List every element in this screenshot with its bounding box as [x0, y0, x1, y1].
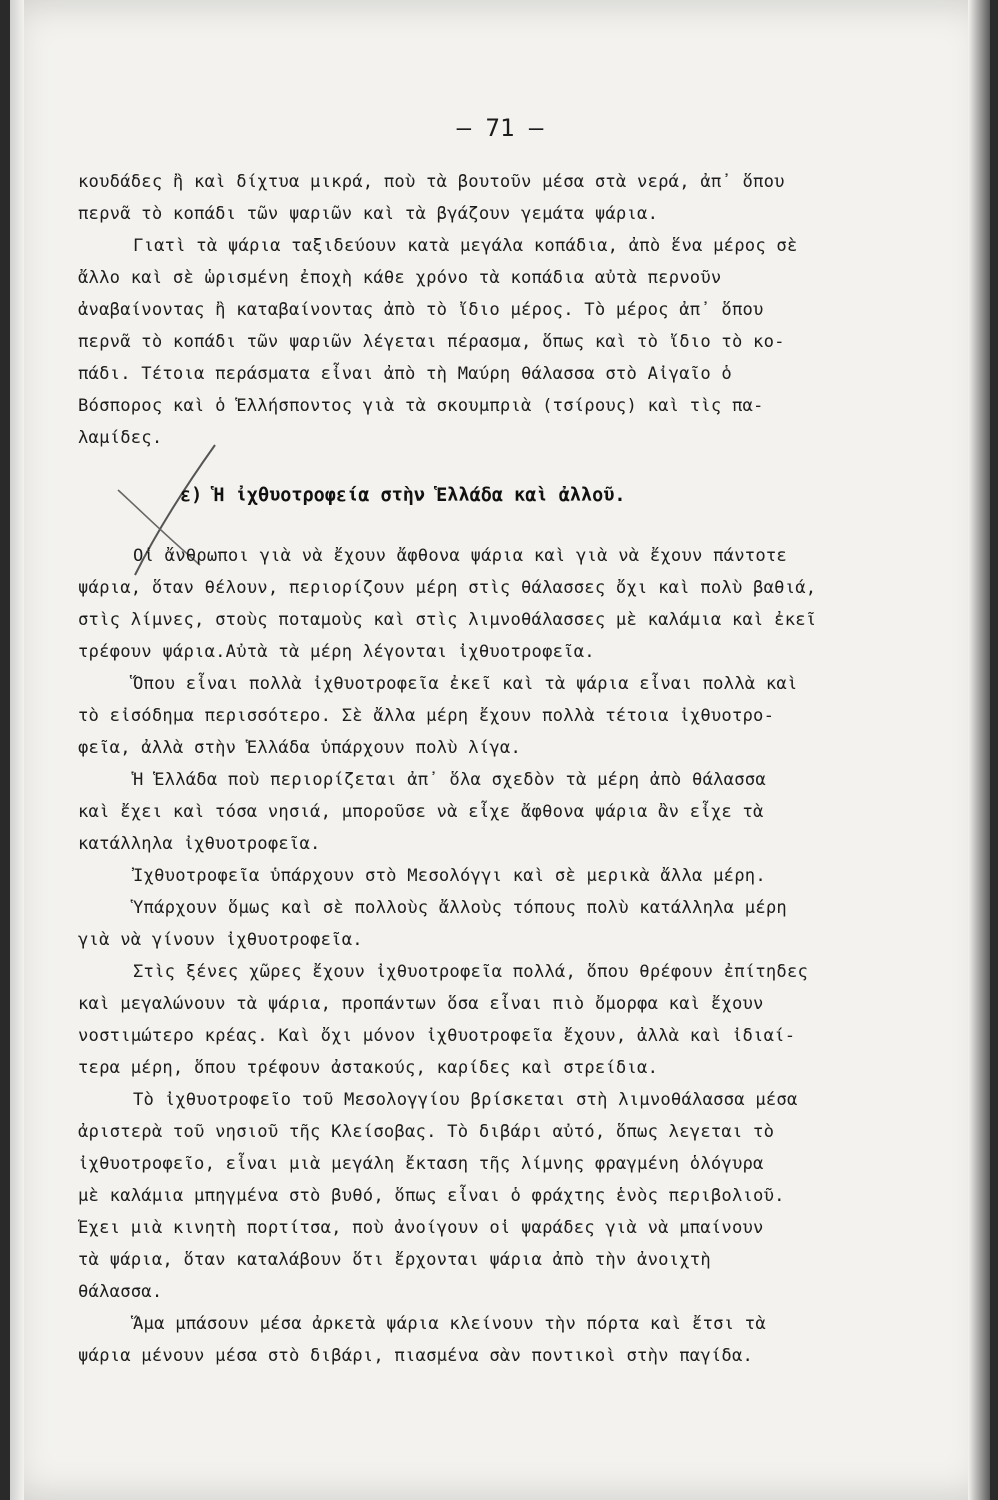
body-line-11: Ἰχθυοτροφεῖα ὑπάρχουν στὸ Μεσολόγγι καὶ σὲ μερικὰ ἄλλα μέρη. [133, 866, 766, 886]
body-line-14: Στὶς ξένες χῶρες ἔχουν ἰχθυοτροφεῖα πολλά, ὅπου θρέφουν ἐπίτηδες [133, 962, 809, 982]
body-line-12: Ὑπάρχουν ὅμως καὶ σὲ πολλοὺς ἄλλοὺς τόπους πολὺ κατάλληλα μέρη [133, 898, 787, 918]
body-line-9: καὶ ἔχει καὶ τόσα νησιά, μποροῦσε νὰ εἶχε ἄφθονα ψάρια ἂν εἶχε τὰ [78, 802, 764, 822]
intro-line-8: Βόσπορος καὶ ὁ Ἑλλήσποντος γιὰ τὰ σκουμπριὰ (τσίρους) καὶ τὶς πα- [78, 396, 764, 416]
intro-line-9: λαμίδες. [78, 428, 163, 448]
body-line-25: Ἅμα μπάσουν μέσα ἀρκετὰ ψάρια κλείνουν τὴν πόρτα καὶ ἔτσι τὰ [133, 1314, 766, 1334]
body-line-5: Ὅπου εἶναι πολλὰ ἰχθυοτροφεῖα ἐκεῖ καὶ τὰ ψάρια εἶναι πολλὰ καὶ [133, 674, 798, 694]
body-line-4: τρέφουν ψάρια.Αὐτὰ τὰ μέρη λέγονται ἰχθυοτροφεῖα. [78, 642, 595, 662]
body-line-8: Ἡ Ἑλλάδα ποὺ περιορίζεται ἀπ᾽ ὅλα σχεδὸν τὰ μέρη ἀπὸ θάλασσα [133, 770, 766, 790]
body-line-24: θάλασσα. [78, 1282, 163, 1302]
page-right-edge-shadow [968, 0, 990, 1500]
body-line-23: τὰ ψάρια, ὅταν καταλάβουν ὅτι ἔρχονται ψάρια ἀπὸ τὴν ἀνοιχτὴ [78, 1250, 711, 1270]
body-line-13: γιὰ νὰ γίνουν ἰχθυοτροφεῖα. [78, 930, 363, 950]
intro-line-6: περνᾶ τὸ κοπάδι τῶν ψαριῶν λέγεται πέρασμα, ὅπως καὶ τὸ ἴδιο τὸ κο- [78, 332, 785, 352]
intro-line-7: πάδι. Τέτοια περάσματα εἶναι ἀπὸ τὴ Μαύρη θάλασσα στὸ Αἰγαῖο ὁ [78, 364, 732, 384]
intro-text-block [78, 166, 878, 454]
page-binding-edge [10, 0, 24, 1500]
intro-line-5: ἀναβαίνοντας ἢ καταβαίνοντας ἀπὸ τὸ ἴδιο μέρος. Τὸ μέρος ἀπ᾽ ὅπου [78, 300, 764, 320]
page-number: — 71 — [456, 114, 544, 142]
intro-line-1: κουδάδες ἢ καὶ δίχτυα μικρά, ποὺ τὰ βουτοῦν μέσα στὰ νερά, ἀπ᾽ ὅπου [78, 172, 785, 192]
body-line-7: φεῖα, ἀλλὰ στὴν Ἑλλάδα ὑπάρχουν πολὺ λίγα. [78, 738, 522, 758]
body-line-16: νοστιμώτερο κρέας. Καὶ ὄχι μόνον ἰχθυοτροφεῖα ἔχουν, ἀλλὰ καὶ ἰδιαί- [78, 1026, 796, 1046]
book-page [10, 0, 990, 1500]
body-line-22: Ἔχει μιὰ κινητὴ πορτίτσα, ποὺ ἀνοίγουν οἱ ψαράδες γιὰ νὰ μπαίνουν [78, 1218, 764, 1238]
body-line-19: ἀριστερὰ τοῦ νησιοῦ τῆς Κλείσοβας. Τὸ διβάρι αὐτό, ὅπως λεγεται τὸ [78, 1122, 775, 1142]
body-line-18: Τὸ ἰχθυοτροφεῖο τοῦ Μεσολογγίου βρίσκεται στὴ λιμνοθάλασσα μέσα [133, 1090, 798, 1110]
body-line-26: ψάρια μένουν μέσα στὸ διβάρι, πιασμένα σὰν ποντικοὶ στὴν παγίδα. [78, 1346, 754, 1366]
body-line-1: Οἱ ἄνθρωποι γιὰ νὰ ἔχουν ἄφθονα ψάρια καὶ γιὰ νὰ ἔχουν πάντοτε [133, 546, 787, 566]
body-line-20: ἰχθυοτροφεῖο, εἶναι μιὰ μεγάλη ἔκταση τῆς λίμνης φραγμένη ὁλόγυρα [78, 1154, 764, 1174]
body-line-21: μὲ καλάμια μπηγμένα στὸ βυθό, ὅπως εἶναι ὁ φράχτης ἑνὸς περιβολιοῦ. [78, 1186, 785, 1206]
intro-line-4: ἄλλο καὶ σὲ ὡρισμένη ἐποχὴ κάθε χρόνο τὰ κοπάδια αὐτὰ περνοῦν [78, 268, 722, 288]
body-line-6: τὸ εἰσόδημα περισσότερο. Σὲ ἄλλα μέρη ἔχουν πολλὰ τέτοια ἰχθυοτρο- [78, 706, 775, 726]
body-line-15: καὶ μεγαλώνουν τὰ ψάρια, προπάντων ὅσα εἶναι πιὸ ὄμορφα καὶ ἔχουν [78, 994, 764, 1014]
intro-line-2: περνᾶ τὸ κοπάδι τῶν ψαριῶν καὶ τὰ βγάζουν γεμάτα ψάρια. [78, 204, 659, 224]
body-line-10: κατάλληλα ἰχθυοτροφεῖα. [78, 834, 321, 854]
section-heading: ε) Ἡ ἰχθυοτροφεία στὴν Ἑλλάδα καὶ ἀλλοῦ. [180, 485, 626, 506]
intro-line-3: Γιατὶ τὰ ψάρια ταξιδεύουν κατὰ μεγάλα κοπάδια, ἀπὸ ἕνα μέρος σὲ [133, 236, 798, 256]
body-line-2: ψάρια, ὅταν θέλουν, περιορίζουν μέρη στὶς θάλασσες ὄχι καὶ πολὺ βαθιά, [78, 578, 817, 598]
body-line-3: στὶς λίμνες, στοὺς ποταμοὺς καὶ στὶς λιμνοθάλασσες μὲ καλάμια καὶ ἐκεῖ [78, 610, 817, 630]
body-line-17: τερα μέρη, ὅπου τρέφουν ἀστακούς, καρίδες καὶ στρείδια. [78, 1058, 659, 1078]
body-text-block [78, 540, 878, 1372]
